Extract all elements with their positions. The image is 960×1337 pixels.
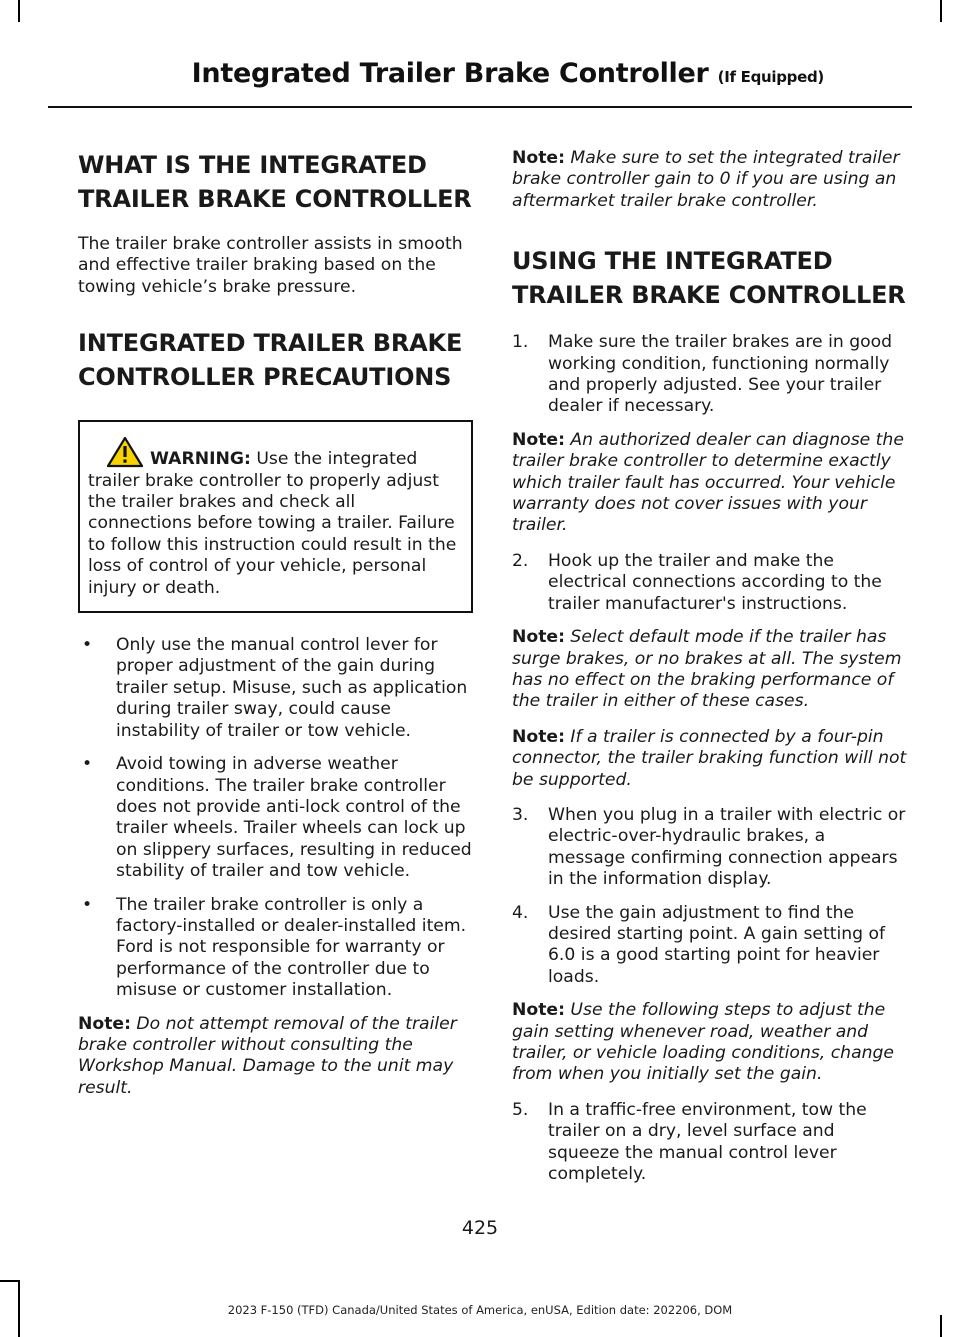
warning-label: WARNING: — [150, 449, 251, 470]
warning-text: Use the integrated trailer brake controller to properly adjust the trailer brakes and check all connections before towing a trailer. Failure to follow this instruction could result in the loss of control of your vehicle, personal injury or death. — [88, 449, 457, 598]
crop-mark-top-left — [18, 0, 20, 22]
note-four-pin — [512, 727, 907, 791]
note-text: Use the following steps to adjust the gain setting whenever road, weather and trailer, or vehicle loading conditions, change from when you initially set the gain. — [512, 1000, 894, 1085]
step-3 — [512, 805, 907, 891]
list-item-text: Only use the manual control lever for proper adjustment of the gain during trailer setup. Misuse, such as application during trailer sway, could cause instability of trailer or tow vehicle. — [116, 635, 468, 741]
heading-line: TRAILER BRAKE CONTROLLER — [512, 281, 906, 310]
step-1 — [512, 332, 907, 418]
section-heading-using — [512, 244, 907, 312]
heading-line: CONTROLLER PRECAUTIONS — [78, 363, 452, 392]
page-number: 425 — [461, 1217, 499, 1239]
step-2 — [512, 551, 907, 615]
list-item-text: Avoid towing in adverse weather conditions. The trailer brake controller does not provide anti-lock control of the trailer wheels. Trailer wheels can lock up on slippery surfaces, resulting in reduced stability of trailer and tow vehicle. — [116, 754, 472, 882]
note-default-mode — [512, 627, 907, 713]
bullet-marker: • — [82, 894, 93, 915]
note-label: Note: — [512, 726, 565, 747]
step-text: Make sure the trailer brakes are in good working condition, functioning normally and properly adjusted. See your trailer dealer if necessary. — [548, 332, 893, 417]
list-item-text: The trailer brake controller is only a factory-installed or dealer-installed item. Ford is not responsible for warranty or performance of the controller due to misuse or customer installation. — [116, 894, 467, 1001]
intro-paragraph: The trailer brake controller assists in smooth and effective trailer braking based on the towing vehicle’s brake pressure. — [78, 234, 463, 297]
heading-line: INTEGRATED TRAILER BRAKE — [78, 329, 463, 358]
note-text: Select default mode if the trailer has surge brakes, or no brakes at all. The system has no effect on the braking performance of the trailer in either of these cases. — [512, 627, 902, 712]
note-aftermarket — [512, 148, 907, 212]
precautions-list — [78, 635, 473, 1002]
crop-mark-bottom-right — [940, 1315, 942, 1337]
crop-mark-bottom-left-h — [0, 1280, 20, 1282]
step-text: In a traffic-free environment, tow the trailer on a dry, level surface and squeeze the manual control lever completely. — [548, 1099, 867, 1185]
page-header-title — [192, 58, 824, 89]
heading-line: TRAILER BRAKE CONTROLLER — [78, 185, 472, 213]
list-item — [78, 635, 473, 742]
header-rule — [48, 106, 912, 108]
section-heading-what-is — [78, 148, 473, 216]
note-dealer — [512, 430, 907, 537]
step-text: When you plug in a trailer with electric or electric-over-hydraulic brakes, a message confirming connection appears in the information display. — [548, 804, 906, 890]
step-number: 2. — [512, 550, 529, 571]
heading-line: WHAT IS THE INTEGRATED — [78, 151, 427, 179]
header-title-suffix: (If Equipped) — [717, 68, 824, 86]
steps-list-c — [512, 805, 907, 988]
crop-mark-top-right — [940, 0, 942, 22]
note-text: Make sure to set the integrated trailer brake controller gain to 0 if you are using an aftermarket trailer brake controller. — [512, 148, 900, 211]
note-removal — [78, 1014, 473, 1100]
section-heading-precautions — [78, 326, 473, 394]
bullet-marker: • — [82, 635, 93, 656]
warning-triangle-icon — [106, 436, 144, 468]
step-4 — [512, 903, 907, 989]
note-label: Note: — [512, 1000, 565, 1021]
left-column — [78, 148, 473, 1099]
heading-line: USING THE INTEGRATED — [512, 247, 833, 276]
note-adjust-gain — [512, 1000, 907, 1086]
step-text: Hook up the trailer and make the electrical connections according to the trailer manufacturer's instructions. — [548, 550, 882, 614]
step-number: 3. — [512, 804, 529, 825]
step-text: Use the gain adjustment to find the desired starting point. A gain setting of 6.0 is a good starting point for heavier loads. — [548, 902, 886, 987]
step-number: 4. — [512, 902, 529, 923]
list-item — [78, 895, 473, 1002]
note-text: If a trailer is connected by a four-pin connector, the trailer braking function will not be supported. — [512, 726, 907, 790]
note-text: An authorized dealer can diagnose the trailer brake controller to determine exactly which trailer fault has occurred. Your vehicle warranty does not cover issues with your trailer. — [512, 429, 904, 536]
step-number: 5. — [512, 1099, 529, 1120]
bullet-marker: • — [82, 754, 93, 775]
step-5 — [512, 1100, 907, 1186]
warning-box — [78, 420, 473, 613]
right-column — [512, 148, 907, 1197]
steps-list-b — [512, 551, 907, 615]
note-label: Note: — [512, 627, 565, 648]
list-item — [78, 754, 473, 882]
steps-list-d — [512, 1100, 907, 1186]
steps-list-a — [512, 332, 907, 418]
note-label: Note: — [512, 429, 565, 450]
step-number: 1. — [512, 332, 529, 353]
note-text: Do not attempt removal of the trailer brake controller without consulting the Workshop Manual. Damage to the unit may result. — [78, 1013, 457, 1098]
note-label: Note: — [512, 148, 565, 168]
header-title-main: Integrated Trailer Brake Controller — [191, 58, 709, 89]
note-label: Note: — [78, 1013, 131, 1034]
page-footer: 2023 F-150 (TFD) Canada/United States of America, enUSA, Edition date: 202206, DOM — [227, 1303, 733, 1317]
